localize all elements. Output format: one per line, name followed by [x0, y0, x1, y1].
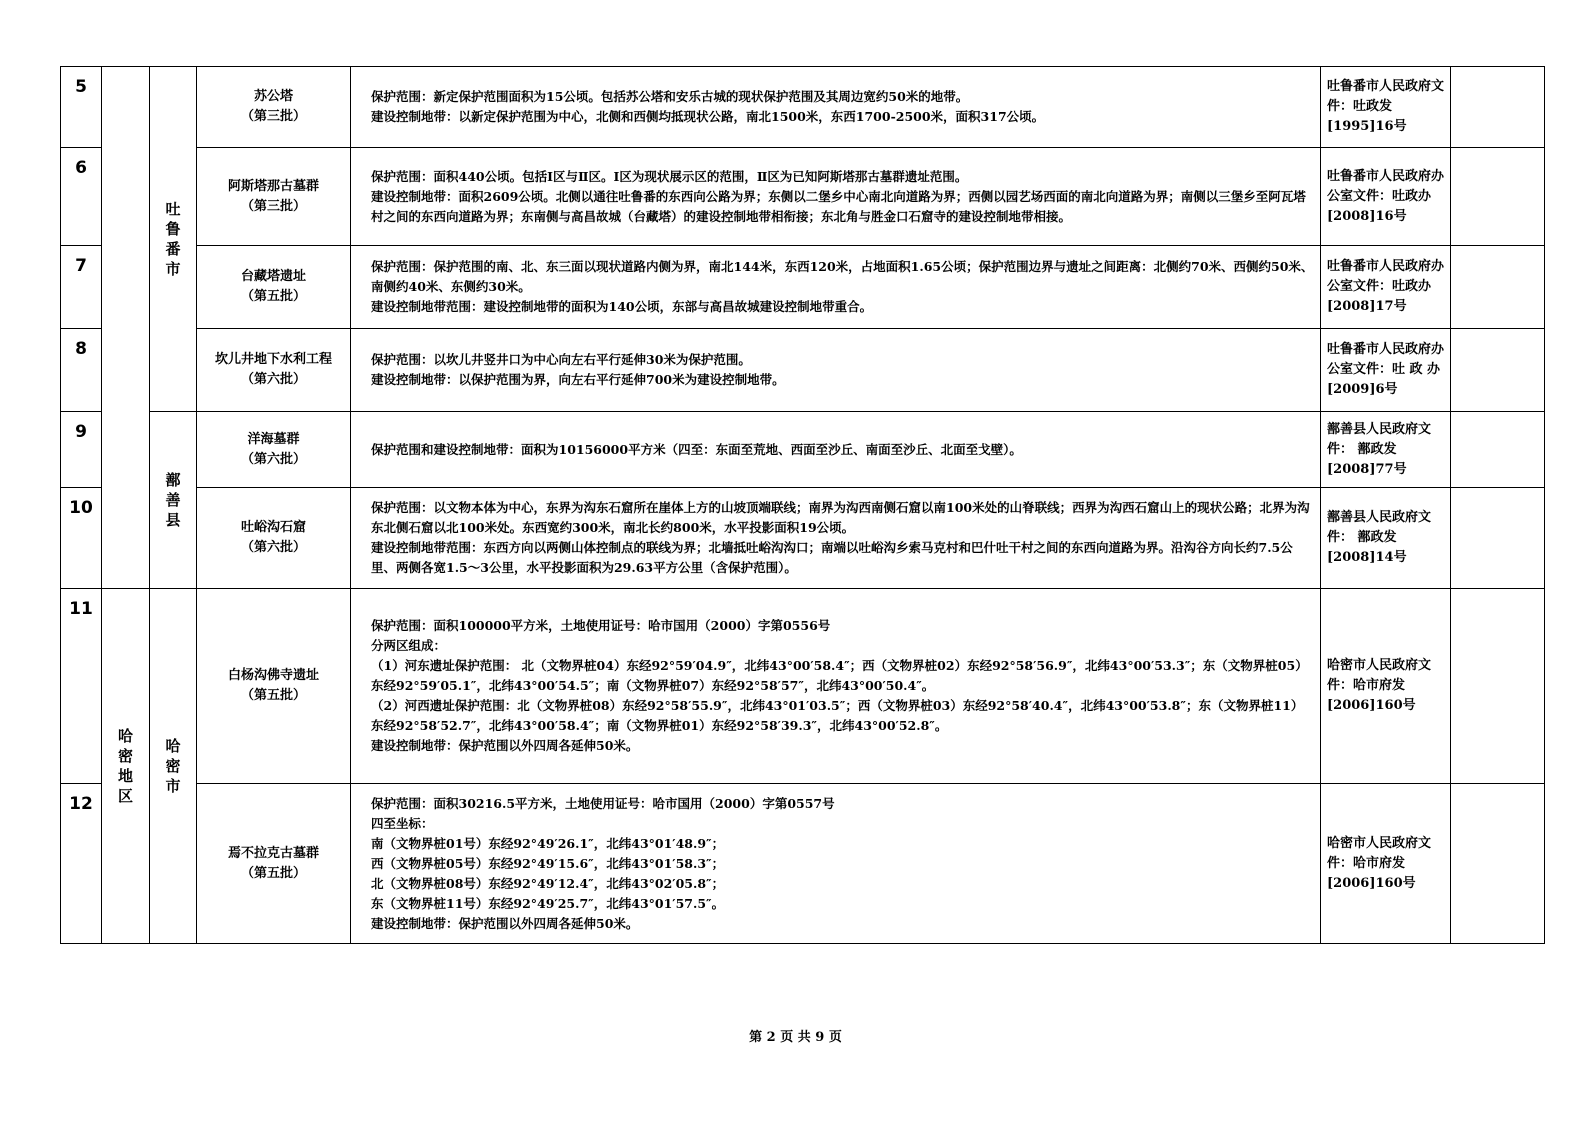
desc-line: 东（文物界桩11号）东经92°49′25.7″，北纬43°01′57.5″。: [371, 895, 725, 911]
desc-line: 保护范围：面积30216.5平方米，土地使用证号：哈市国用（2000）字第0557号: [371, 795, 835, 811]
vertical-label-char: 县: [165, 511, 181, 529]
table-row: [61, 488, 1545, 589]
vertical-label-char: 吐: [165, 200, 181, 218]
site-name-cell: [197, 67, 351, 148]
vertical-label-char: 番: [165, 240, 181, 258]
table-row: [61, 67, 1545, 148]
region-label-hami: [102, 589, 150, 944]
vertical-label-char: 区: [117, 787, 133, 805]
site-name: 坎儿井地下水利工程: [214, 352, 332, 367]
document-reference: 鄯善县人民政府文件： 鄯政发[2008]14号: [1321, 488, 1451, 589]
site-name: 吐峪沟石窟: [240, 520, 306, 535]
desc-line: 保护范围：以文物本体为中心，东界为沟东石窟所在崖体上方的山坡顶端联线；南界为沟西南侧石窟以南100米处的山脊联线；西界为沟西石窟山上的现状公路；北界为沟东北侧石窟以北100米处。东西宽约300米，南北长约800米，水平投影面积19公顷。: [371, 500, 1310, 535]
vertical-label-char: 密: [165, 757, 181, 775]
vertical-label: [102, 726, 149, 806]
vertical-label-char: 鲁: [165, 220, 181, 238]
site-name-cell: [197, 589, 351, 784]
desc-line: 保护范围：面积100000平方米，土地使用证号：哈市国用（2000）字第0556号: [371, 618, 831, 633]
document-reference: 哈密市人民政府文件：哈市府发[2006]160号: [1321, 589, 1451, 784]
site-batch: （第五批）: [240, 865, 306, 881]
vertical-label: [150, 470, 196, 530]
vertical-label-char: 哈: [117, 727, 133, 745]
table-row: [61, 784, 1545, 944]
table-row: [61, 589, 1545, 784]
row-number: 7: [61, 246, 102, 329]
vertical-label-char: 市: [165, 260, 181, 278]
desc-line: （1）河东遗址保护范围： 北（文物界桩04）东经92°59′04.9″，北纬43°00′58.4″；西（文物界桩02）东经92°58′56.9″，北纬43°00′53.3″；东（文物界桩05）东经92°59′05.1″，北纬43°00′54.5″；南（文物界桩07）东经92°58′57″，北纬43°00′50.4″。: [371, 658, 1308, 693]
row-number: 8: [61, 329, 102, 412]
desc-line: 分两区组成：: [371, 638, 447, 653]
page-footer: 第 2 页 共 9 页: [749, 1030, 842, 1045]
site-batch: （第六批）: [240, 451, 306, 467]
protection-description: [351, 329, 1321, 412]
vertical-label-char: 善: [165, 491, 181, 509]
protection-description: [351, 148, 1321, 246]
desc-line: 建设控制地带：保护范围以外四周各延伸50米。: [371, 915, 639, 931]
desc-line: 西（文物界桩05号）东经92°49′15.6″，北纬43°01′58.3″；: [371, 855, 725, 871]
document-reference: 吐鲁番市人民政府办公室文件：吐政办[2008]16号: [1321, 148, 1451, 246]
remarks-cell: [1451, 148, 1545, 246]
site-name: 焉不拉克古墓群: [227, 845, 319, 861]
vertical-label: [150, 199, 196, 279]
protection-description: [351, 589, 1321, 784]
site-name: 白杨沟佛寺遗址: [227, 668, 319, 683]
desc-line: 保护范围：以坎儿井竖井口为中心向左右平行延伸30米为保护范围。: [371, 352, 751, 367]
site-name-cell: [197, 329, 351, 412]
vertical-label-char: 地: [117, 767, 133, 785]
site-name: 阿斯塔那古墓群: [227, 178, 319, 194]
site-batch: （第六批）: [240, 372, 306, 387]
site-name-cell: [197, 246, 351, 329]
desc-line: 四至坐标：: [371, 815, 434, 831]
remarks-cell: [1451, 412, 1545, 488]
row-number: 9: [61, 412, 102, 488]
heritage-table: [60, 66, 1545, 944]
desc-line: 保护范围：新定保护范围面积为15公顷。包括苏公塔和安乐古城的现状保护范围及其周边宽约50米的地带。: [371, 89, 969, 104]
site-name: 台藏塔遗址: [240, 269, 306, 284]
desc-line: 建设控制地带：保护范围以外四周各延伸50米。: [371, 738, 639, 753]
vertical-label-char: 哈: [165, 737, 181, 755]
vertical-label-char: 密: [117, 747, 133, 765]
protection-description: [351, 246, 1321, 329]
site-batch: （第五批）: [240, 289, 306, 304]
remarks-cell: [1451, 488, 1545, 589]
site-name-cell: [197, 412, 351, 488]
site-batch: （第六批）: [240, 540, 306, 555]
desc-line: 建设控制地带：以新定保护范围为中心，北侧和西侧均抵现状公路，南北1500米，东西1700-2500米，面积317公顷。: [371, 109, 1045, 124]
protection-description: [351, 488, 1321, 589]
desc-line: 建设控制地带：以保护范围为界，向左右平行延伸700米为建设控制地带。: [371, 372, 785, 387]
table-row: [61, 148, 1545, 246]
desc-line: 保护范围：保护范围的南、北、东三面以现状道路内侧为界，南北144米，东西120米，占地面积1.65公顷；保护范围边界与遗址之间距离：北侧约70米、西侧约50米、南侧约40米、东侧约30米。: [371, 259, 1314, 294]
remarks-cell: [1451, 67, 1545, 148]
region-cell-empty: [102, 67, 150, 589]
table-row: [61, 329, 1545, 412]
remarks-cell: [1451, 246, 1545, 329]
protection-description: [351, 412, 1321, 488]
row-number: 10: [61, 488, 102, 589]
desc-line: 南（文物界桩01号）东经92°49′26.1″，北纬43°01′48.9″；: [371, 835, 725, 851]
desc-line: 北（文物界桩08号）东经92°49′12.4″，北纬43°02′05.8″；: [371, 875, 725, 891]
document-reference: 吐鲁番市人民政府办公室文件：吐 政 办 [2009]6号: [1321, 329, 1451, 412]
desc-line: 建设控制地带范围：建设控制地带的面积为140公顷，东部与高昌故城建设控制地带重合。: [371, 299, 873, 314]
row-number: 11: [61, 589, 102, 784]
vertical-label-char: 鄯: [165, 471, 181, 489]
site-name: 苏公塔: [253, 89, 293, 104]
vertical-label-char: 市: [165, 777, 181, 795]
table-row: [61, 412, 1545, 488]
vertical-label: [150, 736, 196, 796]
site-name-cell: [197, 488, 351, 589]
desc-line: （2）河西遗址保护范围：北（文物界桩08）东经92°58′55.9″，北纬43°01′03.5″；西（文物界桩03）东经92°58′40.4″，北纬43°00′53.8″；东（文物界桩11）东经92°58′52.7″，北纬43°00′58.4″；南（文物界桩01）东经92°58′39.3″，北纬43°00′52.8″。: [371, 698, 1304, 733]
desc-line: 保护范围和建设控制地带：面积为10156000平方米（四至：东面至荒地、西面至沙丘、南面至沙丘、北面至戈壁）。: [371, 441, 1022, 457]
row-number: 12: [61, 784, 102, 944]
row-number: 6: [61, 148, 102, 246]
protection-description: [351, 67, 1321, 148]
desc-line: 保护范围：面积440公顷。包括Ⅰ区与Ⅱ区。Ⅰ区为现状展示区的范围，Ⅱ区为已知阿斯塔那古墓群遗址范围。: [371, 168, 968, 184]
document-reference: 鄯善县人民政府文件： 鄯政发[2008]77号: [1321, 412, 1451, 488]
site-batch: （第三批）: [240, 109, 306, 124]
county-label-shanshan: [150, 412, 197, 589]
document-reference: 吐鲁番市人民政府文件：吐政发[1995]16号: [1321, 67, 1451, 148]
document-reference: 哈密市人民政府文件：哈市府发[2006]160号: [1321, 784, 1451, 944]
protection-description: [351, 784, 1321, 944]
table-row: [61, 246, 1545, 329]
remarks-cell: [1451, 784, 1545, 944]
county-label-hami: [150, 589, 197, 944]
remarks-cell: [1451, 589, 1545, 784]
site-batch: （第五批）: [240, 688, 306, 703]
document-reference: 吐鲁番市人民政府办公室文件：吐政办[2008]17号: [1321, 246, 1451, 329]
site-name-cell: [197, 148, 351, 246]
desc-line: 建设控制地带：面积2609公顷。北侧以通往吐鲁番的东西向公路为界；东侧以二堡乡中心南北向道路为界；西侧以园艺场西面的南北向道路为界；南侧以三堡乡至阿瓦塔村之间的东西向道路为界；东南侧与高昌故城（台藏塔）的建设控制地带相衔接；东北角与胜金口石窟寺的建设控制地带相接。: [371, 188, 1306, 224]
remarks-cell: [1451, 329, 1545, 412]
row-number: 5: [61, 67, 102, 148]
desc-line: 建设控制地带范围：东西方向以两侧山体控制点的联线为界；北墙抵吐峪沟沟口；南端以吐峪沟乡索马克村和巴什吐干村之间的东西向道路为界。沿沟谷方向长约7.5公里、两侧各宽1.5～3公里，水平投影面积为29.63平方公里（含保护范围）。: [371, 540, 1293, 575]
site-name-cell: [197, 784, 351, 944]
site-batch: （第三批）: [240, 198, 306, 214]
site-name: 洋海墓群: [247, 431, 300, 447]
county-label-turpan: [150, 67, 197, 412]
